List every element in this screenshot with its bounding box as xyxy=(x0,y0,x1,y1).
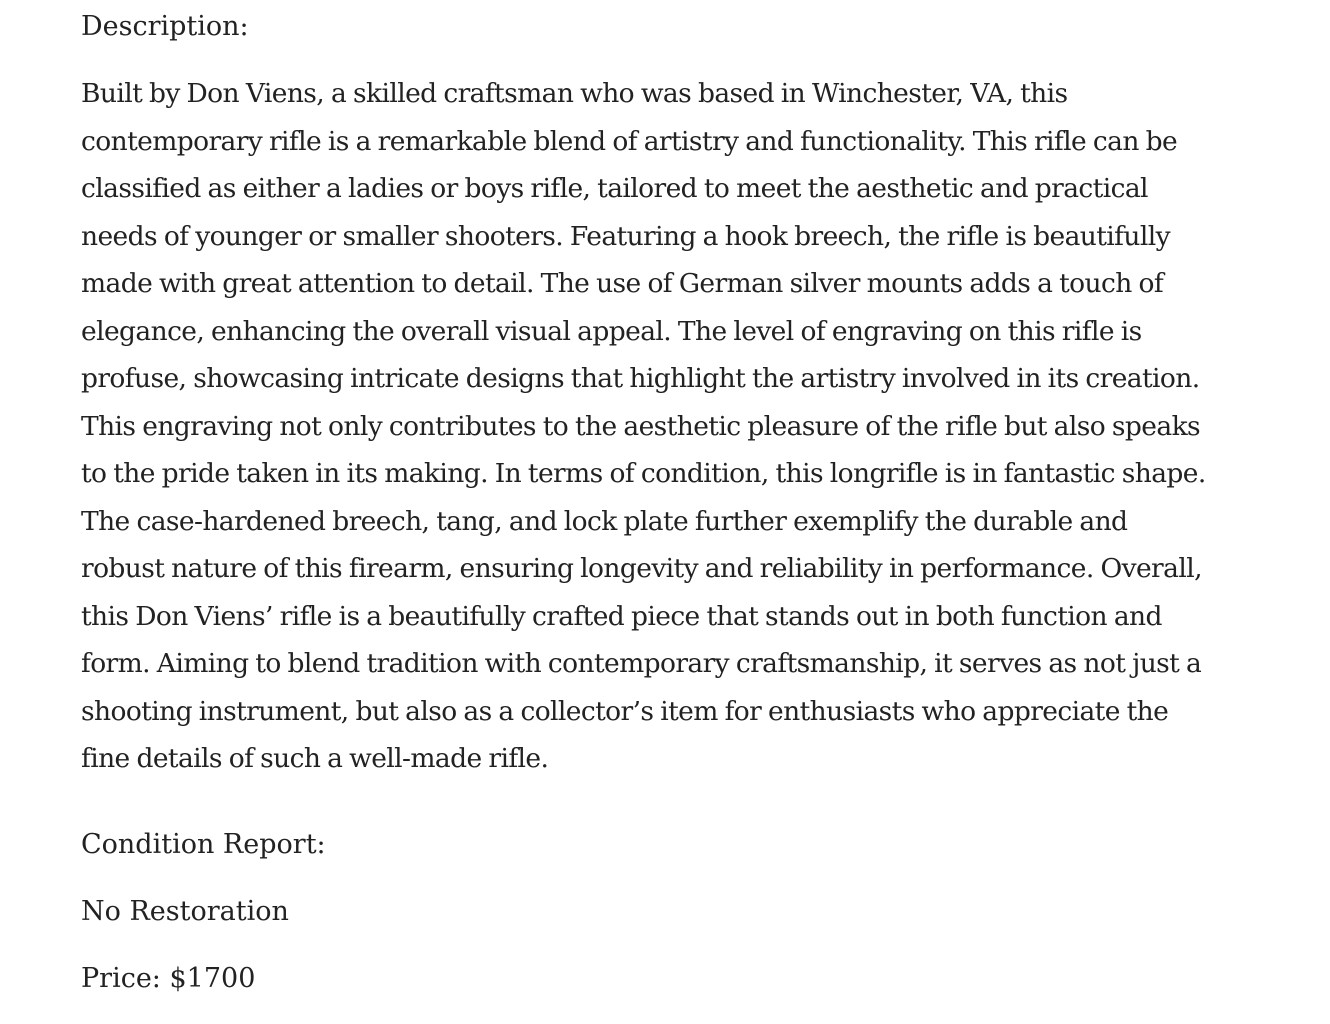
condition-report-label: Condition Report: xyxy=(81,829,326,860)
price: Price: $1700 xyxy=(81,963,256,994)
condition-report-value: No Restoration xyxy=(81,896,289,927)
description-label: Description: xyxy=(81,11,249,42)
description-text: Built by Don Viens, a skilled craftsman who was based in Winchester, VA, this contemporary rifle is a remarkable blend of artistry and functionality. This rifle can be classified as either a ladies or boys rifle, tailored to meet the aesthetic and practical needs of younger or smaller shooters. Featuring a hook breech, the rifle is beautifully made with great attention to detail. The use of German silver mounts adds a touch of elegance, enhancing the overall visual appeal. The level of engraving on this rifle is profuse, showcasing intricate designs that highlight the artistry involved in its creation. This engraving not only contributes to the aesthetic pleasure of the rifle but also speaks to the pride taken in its making. In terms of condition, this longrifle is in fantastic shape. The case-hardened breech, tang, and lock plate further exemplify the durable and robust nature of this firearm, ensuring longevity and reliability in performance. Overall, this Don Viens’ rifle is a beautifully crafted piece that stands out in both function and form. Aiming to blend tradition with contemporary craftsmanship, it serves as not just a shooting instrument, but also as a collector’s item for enthusiasts who appreciate the fine details of such a well-made rifle. xyxy=(81,78,1206,774)
